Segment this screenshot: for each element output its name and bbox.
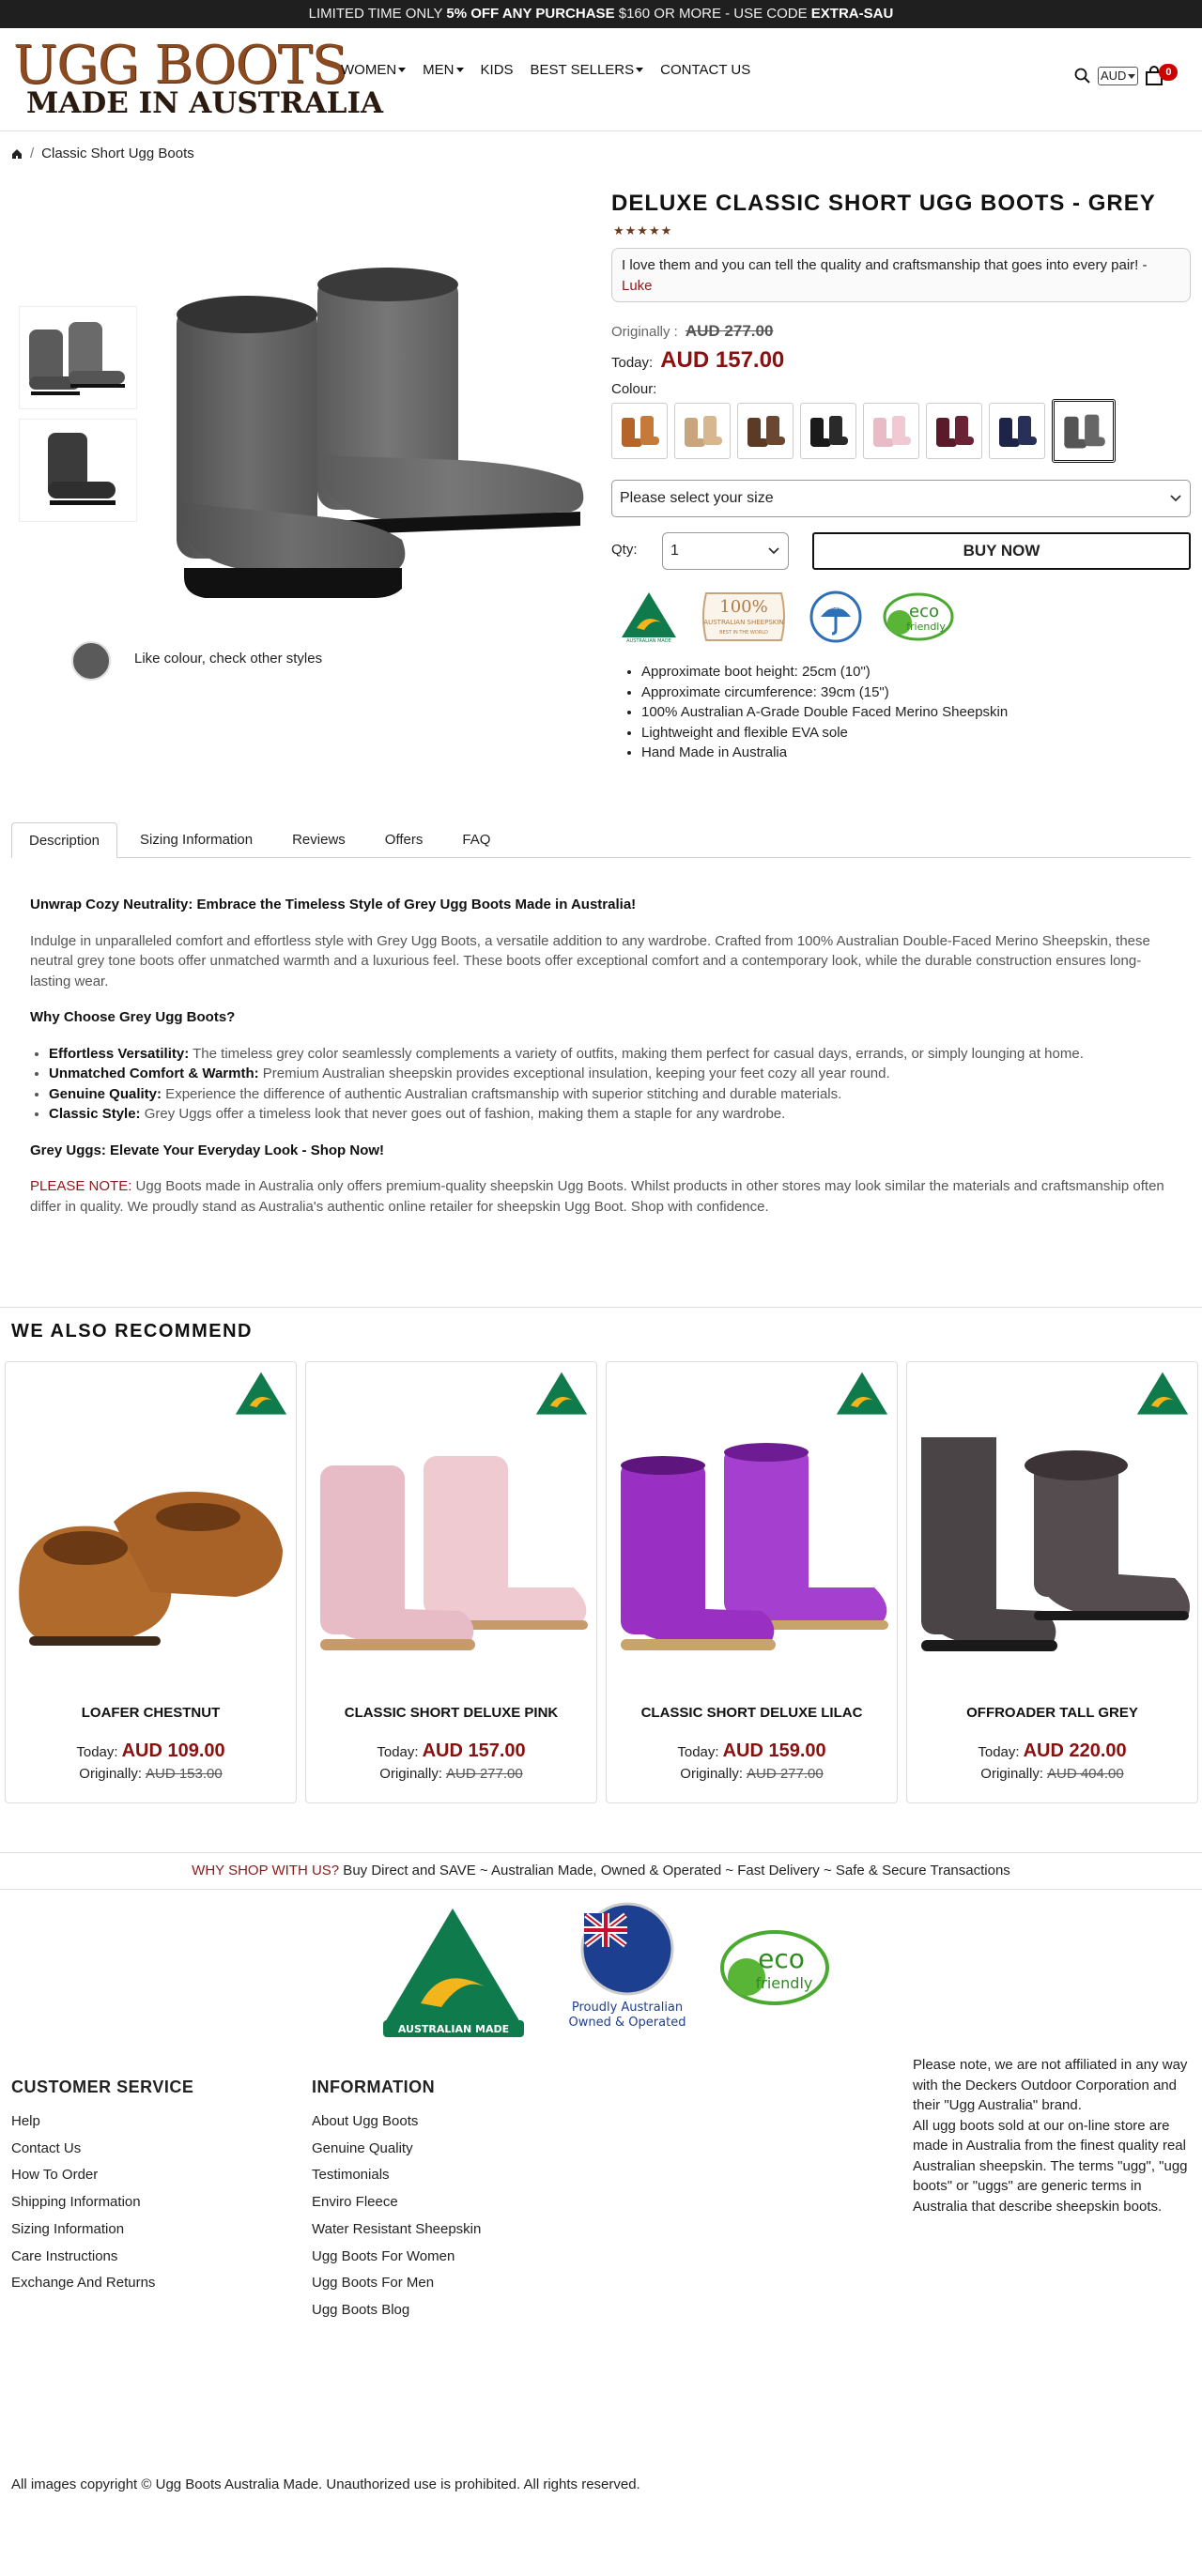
- card-name[interactable]: CLASSIC SHORT DELUXE LILAC: [640, 1705, 863, 1721]
- promo-code: EXTRA-SAU: [810, 6, 894, 22]
- recommend-title: WE ALSO RECOMMEND: [11, 1321, 253, 1342]
- boot-swatch-image: [807, 412, 850, 450]
- footer-friendly-text: friendly: [755, 1974, 813, 1992]
- footer-owned-text-1: Proudly Australian: [571, 2001, 684, 2015]
- today-price: [611, 347, 784, 374]
- nav-kids-label: KIDS: [480, 62, 514, 78]
- description-paragraph: Indulge in unparalleled comfort and effortless style with Grey Ugg Boots, a versatile addition to any wardrobe. Crafted from 100% Australian Double-Faced Merino Sheepskin, these neutral grey tone boots offer unmatched warmth and a luxurious feel. These boots offer exceptional comfort and a contemporary look, while the durable construction ensures long-lasting wear.: [30, 932, 1150, 989]
- lilac-boots-image: [611, 1437, 893, 1663]
- buy-now-button[interactable]: BUY NOW: [812, 532, 1191, 570]
- like-colour-text[interactable]: Like colour, check other styles: [134, 651, 323, 667]
- card-name[interactable]: LOAFER CHESTNUT: [81, 1705, 221, 1721]
- boot-swatch-image: [1060, 410, 1107, 452]
- gallery-thumb-2[interactable]: [19, 419, 137, 522]
- chevron-down-icon: [1128, 74, 1135, 79]
- footer-information: [312, 2078, 481, 2324]
- cart-button[interactable]: [1144, 66, 1172, 86]
- footer-cs-links: [11, 2108, 193, 2297]
- footer-am-text: AUSTRALIAN MADE: [397, 2023, 510, 2035]
- feature-item: • Approximate boot height: 25cm (10"): [641, 662, 1008, 682]
- card-orig-value: AUD 277.00: [445, 1766, 523, 1782]
- badge-water-text: AQUASHIELD: [823, 606, 849, 610]
- footer-link[interactable]: Ugg Boots Blog: [312, 2301, 410, 2318]
- quote-text: I love them and you can tell the quality and craftsmanship that goes into every pair! -: [622, 257, 1148, 273]
- product-card[interactable]: [5, 1361, 297, 1803]
- home-icon[interactable]: [11, 148, 23, 160]
- footer-link[interactable]: Ugg Boots For Men: [312, 2275, 435, 2292]
- promo-bar: [0, 0, 1202, 28]
- tab-sizing[interactable]: Sizing Information: [140, 832, 254, 848]
- original-price: [611, 322, 773, 341]
- colour-option[interactable]: [737, 403, 794, 459]
- card-today-price: [306, 1740, 596, 1762]
- badge-am-text: AUSTRALIAN MADE: [626, 638, 671, 643]
- colour-option[interactable]: [989, 403, 1045, 459]
- card-orig-value: AUD 404.00: [1046, 1766, 1124, 1782]
- boot-swatch-image: [744, 412, 787, 450]
- nav-best-sellers[interactable]: [531, 62, 644, 78]
- loafer-chestnut-image: [10, 1437, 292, 1663]
- footer-disclaimer: [913, 2055, 1194, 2216]
- card-orig-price: [306, 1766, 596, 1782]
- nav-men-label: MEN: [423, 62, 455, 78]
- card-orig-price: [6, 1766, 296, 1782]
- card-today-value: AUD 159.00: [722, 1740, 826, 1761]
- footer-owned-text-2: Owned & Operated: [568, 2016, 686, 2030]
- card-today-price: [6, 1740, 296, 1762]
- promo-highlight: 5% OFF ANY PURCHASE: [446, 6, 615, 22]
- badge-friendly-text: friendly: [906, 621, 946, 633]
- colour-swatches: [611, 403, 1116, 463]
- colour-option[interactable]: [800, 403, 856, 459]
- tab-offers[interactable]: Offers: [384, 832, 424, 848]
- boot-swatch-image: [932, 412, 976, 450]
- feature-item: • 100% Australian A-Grade Double Faced Merino Sheepskin: [641, 702, 1008, 723]
- nav-contact[interactable]: [660, 62, 750, 78]
- colour-option-selected[interactable]: [1052, 399, 1116, 463]
- note-label: PLEASE NOTE:: [30, 1178, 132, 1194]
- qty-value: 1: [670, 543, 679, 559]
- card-orig-price: [907, 1766, 1197, 1782]
- eco-friendly-logo: [722, 1932, 827, 2003]
- colour-option[interactable]: [611, 403, 668, 459]
- tab-faq[interactable]: FAQ: [462, 832, 491, 848]
- australian-made-logo: [381, 1906, 524, 2037]
- description-note: [30, 1176, 1176, 1217]
- nav-best-label: BEST SELLERS: [530, 62, 635, 78]
- australian-made-badge: [1135, 1370, 1190, 1420]
- bullet-key: Genuine Quality:: [49, 1085, 162, 1102]
- description-bullet: [49, 1104, 1176, 1125]
- australian-owned-logo: [569, 1904, 686, 2030]
- feature-item: • Approximate circumference: 39cm (15"): [641, 682, 1008, 703]
- currency-value: AUD: [1101, 69, 1127, 83]
- boot-swatch-image: [618, 412, 661, 450]
- cart-count-badge: 0: [1159, 64, 1178, 81]
- qty-label: Qty:: [611, 542, 638, 558]
- badge-pct-text: 100%: [719, 597, 768, 617]
- tab-description[interactable]: Description: [11, 822, 117, 858]
- badge-sheep-text: AUSTRALIAN SHEEPSKIN: [703, 619, 784, 626]
- original-price-value: AUD 277.00: [685, 322, 774, 340]
- card-today-label: Today:: [677, 1744, 719, 1760]
- caret-down-icon: [456, 68, 464, 72]
- search-icon[interactable]: [1073, 67, 1092, 85]
- boot-thumbnail-image: [22, 311, 134, 405]
- footer-cs-title: CUSTOMER SERVICE: [11, 2078, 194, 2096]
- bullet-key: Unmatched Comfort & Warmth:: [49, 1066, 259, 1081]
- description-bullet: [49, 1064, 1176, 1084]
- description-bullet: [49, 1044, 1176, 1065]
- chevron-down-icon: [767, 546, 780, 556]
- eco-friendly-badge: [881, 590, 956, 643]
- australian-made-badge: [620, 590, 678, 643]
- footer-link[interactable]: Testimonials: [312, 2167, 390, 2184]
- footer-note-2: All ugg boots sold at our on-line store are made in Australia from the finest quality real Australian sheepskin. The terms "ugg", "ugg boots" or "uggs" are generic terms in Australia that describe sheepskin boots.: [913, 2117, 1188, 2215]
- footer-link[interactable]: About Ugg Boots: [312, 2113, 419, 2129]
- card-today-label: Today:: [978, 1744, 1020, 1760]
- card-today-value: AUD 220.00: [1023, 1740, 1127, 1761]
- feature-list: [641, 662, 1008, 763]
- original-price-label: Originally :: [611, 324, 678, 340]
- description-heading: Unwrap Cozy Neutrality: Embrace the Timeless Style of Grey Ugg Boots Made in Australia!: [30, 897, 637, 912]
- footer-logos: [376, 1902, 845, 2043]
- why-shop-label: WHY SHOP WITH US?: [192, 1863, 340, 1878]
- promo-text: LIMITED TIME ONLY: [308, 6, 447, 22]
- description-subheading: Why Choose Grey Ugg Boots?: [30, 1009, 236, 1025]
- australian-made-badge: [534, 1370, 589, 1420]
- badge-sheep-sub: BEST IN THE WORLD: [719, 630, 768, 636]
- colour-swatch-grey[interactable]: [71, 641, 111, 681]
- size-select-value: Please select your size: [620, 490, 774, 506]
- why-shop-text: Buy Direct and SAVE ~ Australian Made, Owned & Operated ~ Fast Delivery ~ Safe & Secure Transactions: [339, 1863, 1010, 1878]
- nav-contact-label: CONTACT US: [660, 62, 751, 78]
- badge-eco-text: eco: [909, 602, 939, 621]
- colour-label: Colour:: [611, 381, 657, 397]
- footer-link[interactable]: Ugg Boots For Women: [312, 2247, 455, 2264]
- footer-link[interactable]: Shipping Information: [11, 2194, 141, 2211]
- logo-line-1[interactable]: UGG BOOTS: [13, 35, 347, 96]
- card-today-value: AUD 109.00: [121, 1740, 225, 1761]
- currency-select[interactable]: [1098, 67, 1138, 85]
- caret-down-icon: [636, 68, 643, 72]
- bullet-value: Premium Australian sheepskin provides exceptional insulation, keeping your feet cozy all year round.: [258, 1066, 890, 1081]
- bullet-key: Effortless Versatility:: [49, 1045, 190, 1062]
- boot-swatch-image: [870, 412, 913, 450]
- main-nav: [341, 62, 750, 78]
- boot-swatch-image: [681, 412, 724, 450]
- boot-thumbnail-image: [22, 423, 134, 517]
- why-shop-bar: [0, 1852, 1202, 1890]
- breadcrumb-current[interactable]: Classic Short Ugg Boots: [41, 146, 194, 161]
- bullet-value: Grey Uggs offer a timeless look that never goes out of fashion, making them a staple for any wardrobe.: [140, 1106, 786, 1122]
- card-orig-value: AUD 277.00: [746, 1766, 824, 1782]
- card-today-label: Today:: [76, 1744, 118, 1760]
- footer-customer-service: [11, 2078, 193, 2297]
- card-today-price: [607, 1740, 897, 1762]
- qty-select[interactable]: [662, 532, 789, 570]
- footer-eco-text: eco: [758, 1943, 805, 1974]
- description-cta: Grey Uggs: Elevate Your Everyday Look - Shop Now!: [30, 1142, 385, 1158]
- pink-boots-image: [311, 1437, 593, 1663]
- bullet-value: Experience the difference of authentic Australian craftsmanship with superior stitching and durable materials.: [162, 1085, 842, 1102]
- section-divider: [0, 1307, 1202, 1308]
- feature-item: • Hand Made in Australia: [641, 743, 1008, 763]
- card-orig-price: [607, 1766, 897, 1782]
- note-text: Ugg Boots made in Australia only offers premium-quality sheepskin Ugg Boots. Whilst products in other stores may look similar the materials and craftsmanship often differ in quality. We proudly stand as Australia's authentic online retailer for sheepskin Ugg Boot. Shop with confidence.: [30, 1178, 1164, 1215]
- card-orig-value: AUD 153.00: [145, 1766, 223, 1782]
- description-bullet: [49, 1084, 1176, 1105]
- breadcrumb-separator: /: [30, 146, 35, 161]
- quote-author: Luke: [622, 278, 653, 294]
- today-price-value: AUD 157.00: [660, 347, 785, 373]
- footer-link[interactable]: Care Instructions: [11, 2247, 118, 2264]
- header-tools: [1073, 66, 1172, 86]
- gallery-thumb-1[interactable]: [19, 306, 137, 409]
- australian-made-badge: [835, 1370, 889, 1420]
- card-name[interactable]: OFFROADER TALL GREY: [966, 1705, 1138, 1721]
- testimonial-quote: [611, 248, 1191, 302]
- card-orig-label: Originally:: [379, 1766, 442, 1782]
- caret-down-icon: [398, 68, 406, 72]
- card-orig-label: Originally:: [680, 1766, 743, 1782]
- boot-swatch-image: [995, 412, 1039, 450]
- logo-line-2[interactable]: MADE IN AUSTRALIA: [26, 86, 384, 120]
- nav-kids[interactable]: [481, 62, 514, 78]
- today-price-label: Today:: [611, 355, 654, 371]
- footer-info-links: [312, 2108, 481, 2324]
- site-header: [0, 28, 1202, 131]
- bullet-value: The timeless grey color seamlessly complements a variety of outfits, making them perfect for casual days, errands, or simply lounging at home.: [189, 1045, 1084, 1062]
- footer-info-title: INFORMATION: [312, 2078, 436, 2096]
- description-panel: [30, 895, 1176, 1233]
- tab-reviews[interactable]: Reviews: [292, 832, 346, 848]
- card-name[interactable]: CLASSIC SHORT DELUXE PINK: [344, 1705, 559, 1721]
- tall-grey-boots-image: [912, 1437, 1194, 1663]
- copyright: All images copyright © Ugg Boots Australia Made. Unauthorized use is prohibited. All rights reserved.: [11, 2476, 640, 2492]
- breadcrumb: [11, 146, 194, 161]
- footer-link[interactable]: Help: [11, 2113, 40, 2129]
- footer-note-1: Please note, we are not affiliated in any way with the Deckers Outdoor Corporation and their "Ugg Australia" brand.: [913, 2057, 1188, 2113]
- product-card[interactable]: [606, 1361, 898, 1803]
- footer-link[interactable]: Contact Us: [11, 2139, 82, 2156]
- footer-link[interactable]: How To Order: [11, 2167, 99, 2184]
- feature-item: • Lightweight and flexible EVA sole: [641, 723, 1008, 744]
- colour-option[interactable]: [674, 403, 731, 459]
- promo-text-2: $160 OR MORE - USE CODE: [614, 6, 811, 22]
- footer-link[interactable]: Water Resistant Sheepskin: [312, 2220, 482, 2237]
- product-main-image[interactable]: [167, 249, 590, 624]
- footer-link[interactable]: Genuine Quality: [312, 2139, 413, 2156]
- card-today-price: [907, 1740, 1197, 1762]
- size-select[interactable]: [611, 480, 1191, 517]
- card-orig-label: Originally:: [79, 1766, 142, 1782]
- product-card[interactable]: [305, 1361, 597, 1803]
- footer-link[interactable]: Enviro Fleece: [312, 2194, 398, 2211]
- rating-stars: ★★★★★: [613, 223, 673, 238]
- colour-option[interactable]: [926, 403, 982, 459]
- description-bullets: [49, 1044, 1176, 1125]
- bullet-key: Classic Style:: [49, 1106, 141, 1122]
- card-today-label: Today:: [377, 1744, 419, 1760]
- australian-sheepskin-badge: [697, 590, 791, 644]
- product-tabs: [11, 822, 1191, 858]
- footer-link[interactable]: Exchange And Returns: [11, 2275, 156, 2292]
- chevron-down-icon: [1169, 494, 1182, 503]
- water-resistant-badge: [809, 590, 862, 643]
- colour-option[interactable]: [863, 403, 919, 459]
- product-card[interactable]: [906, 1361, 1198, 1803]
- nav-men[interactable]: [423, 62, 463, 78]
- trust-badges: [620, 590, 956, 644]
- nav-women[interactable]: [341, 62, 406, 78]
- product-title: DELUXE CLASSIC SHORT UGG BOOTS - GREY: [611, 191, 1156, 216]
- australian-made-badge: [234, 1370, 288, 1420]
- card-orig-label: Originally:: [980, 1766, 1043, 1782]
- nav-women-label: WOMEN: [341, 62, 397, 78]
- footer-link[interactable]: Sizing Information: [11, 2220, 125, 2237]
- card-today-value: AUD 157.00: [422, 1740, 526, 1761]
